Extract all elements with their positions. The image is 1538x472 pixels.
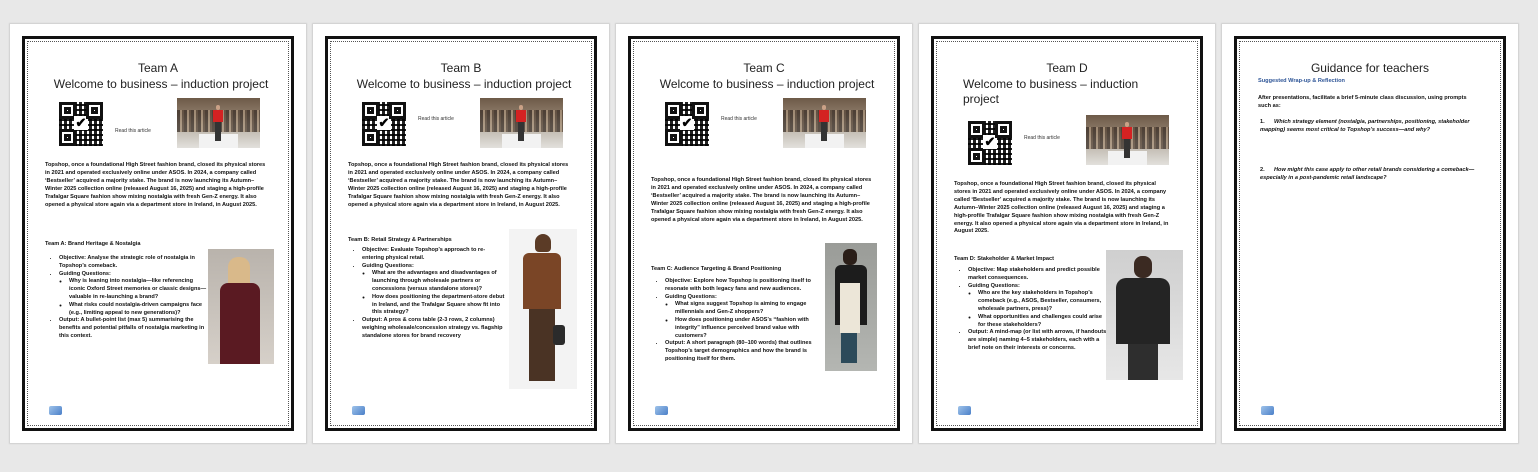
team-heading: Team D <box>1046 61 1088 75</box>
question-item: ◦ Why is leaning into nostalgia—like referencing iconic Oxford Street memories or classic designs—valuable in re-launching a brand? <box>69 278 207 301</box>
qr-code-icon: ✔ <box>665 102 709 146</box>
task-list <box>959 267 1111 353</box>
model-photo <box>1106 250 1183 380</box>
model-photo <box>208 249 274 364</box>
question-item: ◦ How does positioning under ASOS’s “fashion with integrity” influence perceived brand value with customers? <box>675 317 824 340</box>
runway-photo <box>177 98 260 148</box>
guidance-title: Guidance for teachers <box>1310 61 1430 75</box>
team-heading: Team C <box>743 61 785 75</box>
qr-code-icon: ✔ <box>59 102 103 146</box>
task-list <box>50 255 207 341</box>
question-item: ◦ What risks could nostalgia-driven campaigns face (e.g., limiting appeal to new generations)? <box>69 302 207 318</box>
objective-item: • Objective: Analyse the strategic role of nostalgia in Topshop’s comeback. <box>59 255 207 271</box>
runway-photo <box>1086 115 1169 165</box>
section-heading: Team B: Retail Strategy & Partnerships <box>348 237 452 243</box>
page-teacher-guidance[interactable] <box>1222 24 1518 443</box>
logo-icon <box>958 406 971 415</box>
task-list <box>353 247 505 341</box>
read-article-link[interactable]: Read this article <box>115 128 151 134</box>
logo-icon <box>1261 406 1274 415</box>
team-heading: Team A <box>137 61 179 75</box>
logo-icon <box>352 406 365 415</box>
question-item: ◦ What are the advantages and disadvantages of launching through wholesale partners or concessions (versus standalone stores)? <box>372 270 505 293</box>
intro-paragraph: Topshop, once a foundational High Street fashion brand, closed its physical stores in 2021 and operated exclusively online under ASOS. In 2024, a company called ‘Bestseller’ acquired a majority stake. The brand is now launching its Autumn–Winter 2025 collection online (released August 16, 2025) and staging a high-profile Trafalgar Square fashion show mixing nostalgia with fresh Gen-Z energy. It also opened a physical store again via a department store in Ireland, in August 2025. <box>45 162 266 208</box>
section-heading: Team D: Stakeholder & Market Impact <box>954 256 1054 262</box>
model-photo <box>509 229 577 389</box>
page-title: Welcome to business – induction project <box>659 77 875 91</box>
section-heading: Team A: Brand Heritage & Nostalgia <box>45 241 141 247</box>
task-list <box>656 278 824 364</box>
question-item: ◦ What opportunities and challenges could arise for these stakeholders? <box>978 314 1111 330</box>
page-border <box>628 36 900 431</box>
question-item: ◦ Who are the key stakeholders in Topshop’s comeback (e.g., ASOS, Bestseller, consumers, wholesale partners, press)? <box>978 290 1111 313</box>
question-item: ◦ What signs suggest Topshop is aiming to engage millennials and Gen-Z shoppers? <box>675 301 824 317</box>
prompt-number: 2. <box>1260 167 1265 173</box>
model-photo <box>825 243 877 371</box>
page-border <box>22 36 294 431</box>
team-heading: Team B <box>440 61 482 75</box>
page-team-b[interactable] <box>313 24 609 443</box>
qr-code-icon: ✔ <box>362 102 406 146</box>
page-team-c[interactable] <box>616 24 912 443</box>
logo-icon <box>49 406 62 415</box>
page-team-a[interactable] <box>10 24 306 443</box>
page-title: Welcome to business – induction project <box>53 77 269 91</box>
page-team-d[interactable] <box>919 24 1215 443</box>
guiding-questions-item: • Guiding Questions: ◦ What are the advantages and disadvantages of launching through wholesale partners or concessions (versus standalone stores)? ◦ How does positioning the department-store debut in Ireland, and the Trafalgar Square show fit into this strategy? <box>362 263 505 318</box>
guidance-subtitle: Suggested Wrap-up & Reflection <box>1258 78 1345 84</box>
prompt-item: 2. How might this case apply to other retail brands considering a comeback—especially in a post-pandemic retail landscape? <box>1260 167 1475 181</box>
read-article-link[interactable]: Read this article <box>1024 135 1060 141</box>
output-item: • Output: A short paragraph (80–100 words) that outlines Topshop’s target demographics and how the brand is positioning itself for them. <box>665 340 824 363</box>
output-item: • Output: A bullet-point list (max 5) summarising the benefits and potential pitfalls of nostalgia marketing in this context. <box>59 317 207 340</box>
prompt-item: 1. Which strategy element (nostalgia, partnerships, positioning, stakeholder mapping) seems most critical to Topshop’s success—and why? <box>1260 119 1470 133</box>
qr-code-icon: ✔ <box>968 121 1012 165</box>
logo-icon <box>655 406 668 415</box>
intro-paragraph: Topshop, once a foundational High Street fashion brand, closed its physical stores in 2021 and operated exclusively online under ASOS. In 2024, a company called ‘Bestseller’ acquired a majority stake. The brand is now launching its Autumn–Winter 2025 collection online (released August 16, 2025) and staging a high-profile Trafalgar Square fashion show mixing nostalgia with fresh Gen-Z energy. It also opened a physical store again via a department store in Ireland, in August 2025. <box>954 181 1169 235</box>
objective-item: • Objective: Map stakeholders and predict possible market consequences. <box>968 267 1111 283</box>
objective-item: • Objective: Evaluate Topshop’s approach to re-entering physical retail. <box>362 247 505 263</box>
runway-photo <box>783 98 866 148</box>
page-title: Welcome to business – induction project <box>963 77 1139 106</box>
output-item: • Output: A pros & cons table (2-3 rows, 2 columns) weighing wholesale/concession strategy vs. flagship standalone stores for brand recovery <box>362 317 505 340</box>
intro-paragraph: Topshop, once a foundational High Street fashion brand, closed its physical stores in 2021 and operated exclusively online under ASOS. In 2024, a company called ‘Bestseller’ acquired a majority stake. The brand is now launching its Autumn–Winter 2025 collection online (released August 16, 2025) and staging a high-profile Trafalgar Square fashion show mixing nostalgia with fresh Gen-Z energy. It also opened a physical store again via a department store in Ireland, in August 2025. <box>348 162 569 208</box>
guiding-questions-item: • Guiding Questions: ◦ Who are the key stakeholders in Topshop’s comeback (e.g., ASOS, Bestseller, consumers, wholesale partners, press)? ◦ What opportunities and challenges could arise for these stakeholders? <box>968 283 1111 330</box>
guiding-questions-item: • Guiding Questions: ◦ What signs suggest Topshop is aiming to engage millennials and Gen-Z shoppers? ◦ How does positioning under ASOS’s “fashion with integrity” influence perceived brand value with customers? <box>665 294 824 341</box>
objective-item: • Objective: Explore how Topshop is positioning itself to resonate with both legacy fans and new audiences. <box>665 278 824 294</box>
runway-photo <box>480 98 563 148</box>
intro-paragraph: Topshop, once a foundational High Street fashion brand, closed its physical stores in 2021 and operated exclusively online under ASOS. In 2024, a company called ‘Bestseller’ acquired a majority stake. The brand is now launching its Autumn–Winter 2025 collection online (released August 16, 2025) and staging a high-profile Trafalgar Square fashion show mixing nostalgia with fresh Gen-Z energy. It also opened a physical store again via a department store in Ireland, in August 2025. <box>651 177 872 223</box>
section-heading: Team C: Audience Targeting & Brand Positioning <box>651 266 782 272</box>
prompt-number: 1. <box>1260 119 1265 125</box>
page-title: Welcome to business – induction project <box>356 77 572 91</box>
question-item: ◦ How does positioning the department-store debut in Ireland, and the Trafalgar Square show fit into this strategy? <box>372 294 505 317</box>
output-item: • Output: A mind-map (or list with arrows, if handouts are simple) naming 4–5 stakeholders, each with a brief note on their interests or concerns. <box>968 329 1111 352</box>
guidance-intro: After presentations, facilitate a brief 5-minute class discussion, using prompts such as: <box>1258 95 1467 109</box>
read-article-link[interactable]: Read this article <box>418 116 454 122</box>
guiding-questions-item: • Guiding Questions: ◦ Why is leaning into nostalgia—like referencing iconic Oxford Street memories or classic designs—valuable in re-launching a brand? ◦ What risks could nostalgia-driven campaigns face (e.g., limiting appeal to new generations)? <box>59 271 207 318</box>
read-article-link[interactable]: Read this article <box>721 116 757 122</box>
